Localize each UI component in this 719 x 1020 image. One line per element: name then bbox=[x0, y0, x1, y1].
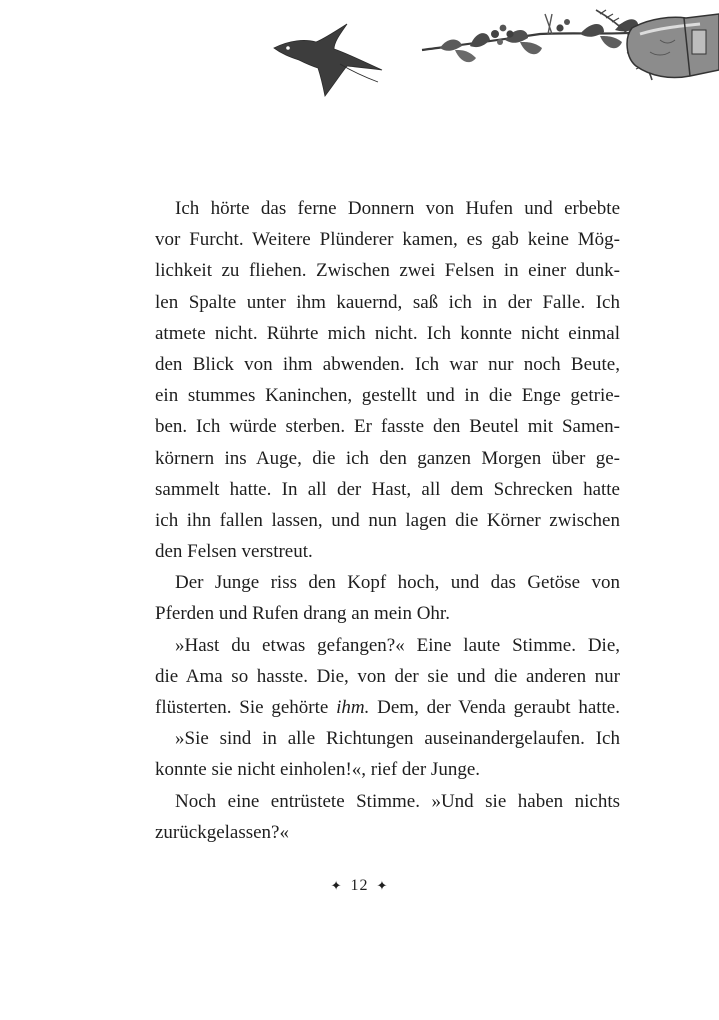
text-line: ben. Ich würde sterben. Er fasste den Beutel mit Samen- bbox=[155, 416, 620, 438]
text-segment: flüsterten. Sie gehörte bbox=[155, 697, 337, 718]
header-ornament bbox=[0, 0, 719, 110]
vine-branch-icon bbox=[422, 10, 660, 80]
text-line: Pferden und Rufen drang an mein Ohr. bbox=[155, 603, 450, 625]
text-line bbox=[155, 692, 620, 723]
emphasis-text: ihm. bbox=[336, 697, 370, 718]
text-line: atmete nicht. Rührte mich nicht. Ich konnte nicht einmal bbox=[155, 322, 620, 344]
body-text bbox=[155, 193, 620, 848]
page-number bbox=[0, 877, 719, 895]
text-line: ich ihn fallen lassen, und nun lagen die Körner zwischen bbox=[155, 509, 620, 531]
text-line: sammelt hatte. In all der Hast, all dem Schrecken hatte bbox=[155, 478, 620, 500]
text-line: lichkeit zu fliehen. Zwischen zwei Felsen in einer dunk- bbox=[155, 260, 620, 282]
text-line: den Blick von ihm abwenden. Ich war nur noch Beute, bbox=[155, 353, 620, 375]
text-line: körnern ins Auge, die ich den ganzen Morgen über ge- bbox=[155, 447, 620, 469]
text-line: den Felsen verstreut. bbox=[155, 541, 313, 563]
text-line: die Ama so hasste. Die, von der sie und die anderen nur bbox=[155, 665, 620, 687]
text-line: Der Junge riss den Kopf hoch, und das Getöse von bbox=[175, 572, 620, 594]
bottle-icon bbox=[627, 14, 719, 78]
text-line: vor Furcht. Weitere Plünderer kamen, es gab keine Mög- bbox=[155, 229, 620, 251]
star-ornament-icon: ✦ bbox=[330, 878, 343, 893]
page-number-value: 12 bbox=[350, 877, 369, 894]
text-line: ein stummes Kaninchen, gestellt und in die Enge getrie- bbox=[155, 385, 620, 407]
text-line: »Sie sind in alle Richtungen auseinandergelaufen. Ich bbox=[175, 728, 620, 750]
text-line: konnte sie nicht einholen!«, rief der Junge. bbox=[155, 759, 481, 781]
star-ornament-icon: ✦ bbox=[376, 878, 389, 893]
text-segment: Dem, der Venda geraubt hatte. bbox=[369, 697, 620, 718]
text-line: len Spalte unter ihm kauernd, saß ich in der Falle. Ich bbox=[155, 291, 620, 313]
text-line: »Hast du etwas gefangen?« Eine laute Stimme. Die, bbox=[175, 634, 620, 656]
swallow-icon bbox=[274, 24, 382, 96]
text-line: Noch eine entrüstete Stimme. »Und sie haben nichts bbox=[175, 790, 620, 812]
text-line: Ich hörte das ferne Donnern von Hufen und erbebte bbox=[175, 198, 620, 219]
text-line: zurückgelassen?« bbox=[155, 821, 289, 843]
